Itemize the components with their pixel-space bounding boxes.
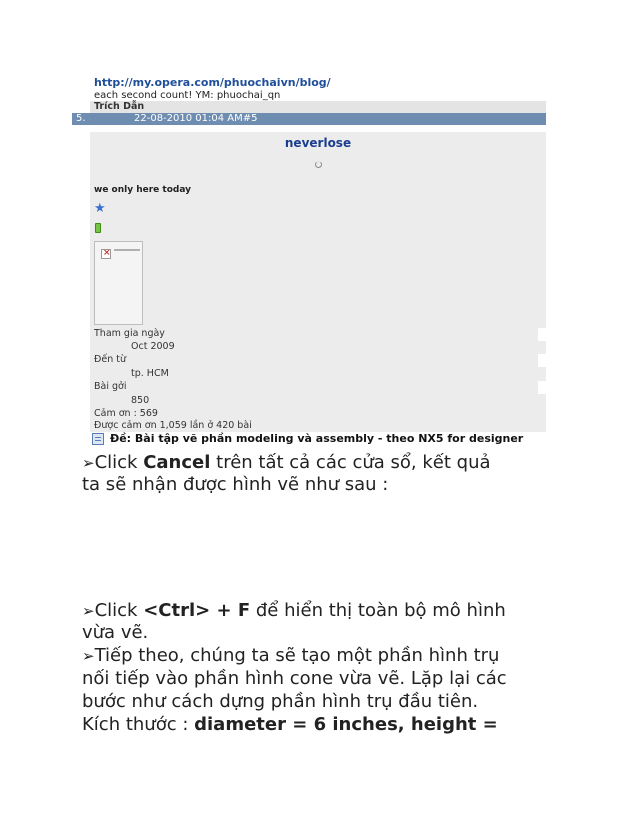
avatar-alt-text [114, 249, 140, 251]
strip [538, 328, 546, 341]
signature-text: each second count! YM: phuochai_qn [94, 90, 281, 101]
post-datetime[interactable]: 22-08-2010 01:04 AM#5 [134, 113, 258, 124]
location-value: tp. HCM [131, 368, 169, 379]
strip [538, 381, 546, 394]
body-line: vừa vẽ. [82, 622, 149, 643]
info-label-row [90, 354, 546, 367]
info-value-row [90, 341, 546, 354]
arrow-bullet-icon: ➢ [82, 647, 95, 665]
thanks-given: Cảm ơn : 569 [94, 408, 158, 419]
online-status-icon [315, 161, 322, 168]
info-value-row [90, 395, 546, 408]
info-label-row [90, 381, 546, 394]
arrow-bullet-icon: ➢ [82, 454, 95, 472]
posts-value: 850 [131, 395, 150, 406]
quote-bar[interactable] [90, 101, 546, 113]
post-number: 5. [76, 113, 86, 124]
avatar[interactable] [94, 241, 143, 325]
thread-title: Đề: Bài tập vẽ phần modeling và assembly - theo NX5 for designer [110, 432, 524, 445]
body-line: Kích thước : diameter = 6 inches, height = [82, 714, 498, 735]
post-icon [92, 433, 104, 445]
posts-label: Bài gởi [94, 381, 127, 392]
battery-icon [95, 223, 101, 233]
location-label: Đến từ [94, 354, 126, 365]
body-line: ta sẽ nhận được hình vẽ như sau : [82, 474, 389, 495]
thanks-received: Được cảm ơn 1,059 lần ở 420 bài [94, 420, 252, 431]
signature-link[interactable]: http://my.opera.com/phuochaivn/blog/ [94, 76, 331, 89]
body-line: bước như cách dựng phần hình trụ đầu tiên. [82, 691, 479, 712]
info-label-row [90, 328, 546, 341]
arrow-bullet-icon: ➢ [82, 602, 95, 620]
body-line: ➢Click Cancel trên tất cả các cửa sổ, kết quả [82, 452, 491, 473]
broken-image-icon: × [103, 248, 111, 258]
join-date-label: Tham gia ngày [94, 328, 165, 339]
quote-button[interactable]: Trích Dẫn [94, 101, 145, 112]
body-line: ➢Click <Ctrl> + F để hiển thị toàn bộ mô hình [82, 600, 506, 621]
body-line: ➢Tiếp theo, chúng ta sẽ tạo một phần hình trụ [82, 645, 500, 666]
post-header [72, 113, 546, 125]
body-line: nối tiếp vào phần hình cone vừa vẽ. Lặp lại các [82, 668, 507, 689]
join-date-value: Oct 2009 [131, 341, 175, 352]
info-value-row [90, 368, 546, 381]
strip [538, 354, 546, 367]
thread-title-bar [90, 432, 546, 446]
username[interactable]: neverlose [284, 136, 352, 150]
user-title: we only here today [94, 185, 192, 195]
star-icon: ★ [94, 201, 106, 216]
